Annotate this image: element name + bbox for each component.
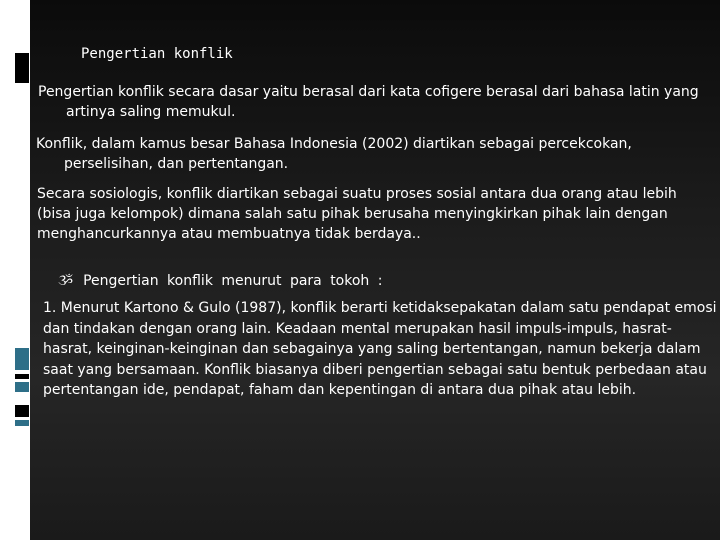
paragraph-kbbi: Konflik, dalam kamus besar Bahasa Indonesia (2002) diartikan sebagai percekcokan, perselisihan, dan pertentangan. [36, 136, 632, 172]
decoration-block [15, 53, 29, 83]
slide-content-area [30, 0, 720, 540]
decoration-block [15, 374, 29, 379]
slide-title: Pengertian konflik [81, 46, 233, 62]
sub-heading [58, 271, 382, 291]
decoration-block [15, 348, 29, 370]
decoration-block [15, 420, 29, 426]
paragraph-definition: Pengertian konflik secara dasar yaitu berasal dari kata cofigere berasal dari bahasa latin yang artinya saling memukul. [38, 84, 699, 120]
om-bullet-icon: ૐ [58, 273, 74, 289]
sub-heading-text: Pengertian konflik menurut para tokoh : [83, 273, 383, 289]
decoration-block [15, 382, 29, 392]
paragraph-sociological: Secara sosiologis, konflik diartikan sebagai suatu proses sosial antara dua orang atau lebih (bisa juga kelompok) dimana salah satu pihak berusaha menyingkirkan pihak lain dengan menghancurkannya atau membuatnya tidak berdaya.. [37, 186, 677, 242]
decoration-block [15, 405, 29, 417]
paragraph-kartono-gulo: 1. Menurut Kartono & Gulo (1987), konflik berarti ketidaksepakatan dalam satu pendapat emosi dan tindakan dengan orang lain. Keadaan mental merupakan hasil impuls-impuls, hasrat-hasrat, keinginan-keinginan dan sebagainya yang saling bertentangan, namun bekerja dalam saat yang bersamaan. Konflik biasanya diberi pengertian sebagai satu bentuk perbedaan atau pertentangan ide, pendapat, faham dan kepentingan di antara dua pihak atau lebih. [43, 300, 717, 398]
